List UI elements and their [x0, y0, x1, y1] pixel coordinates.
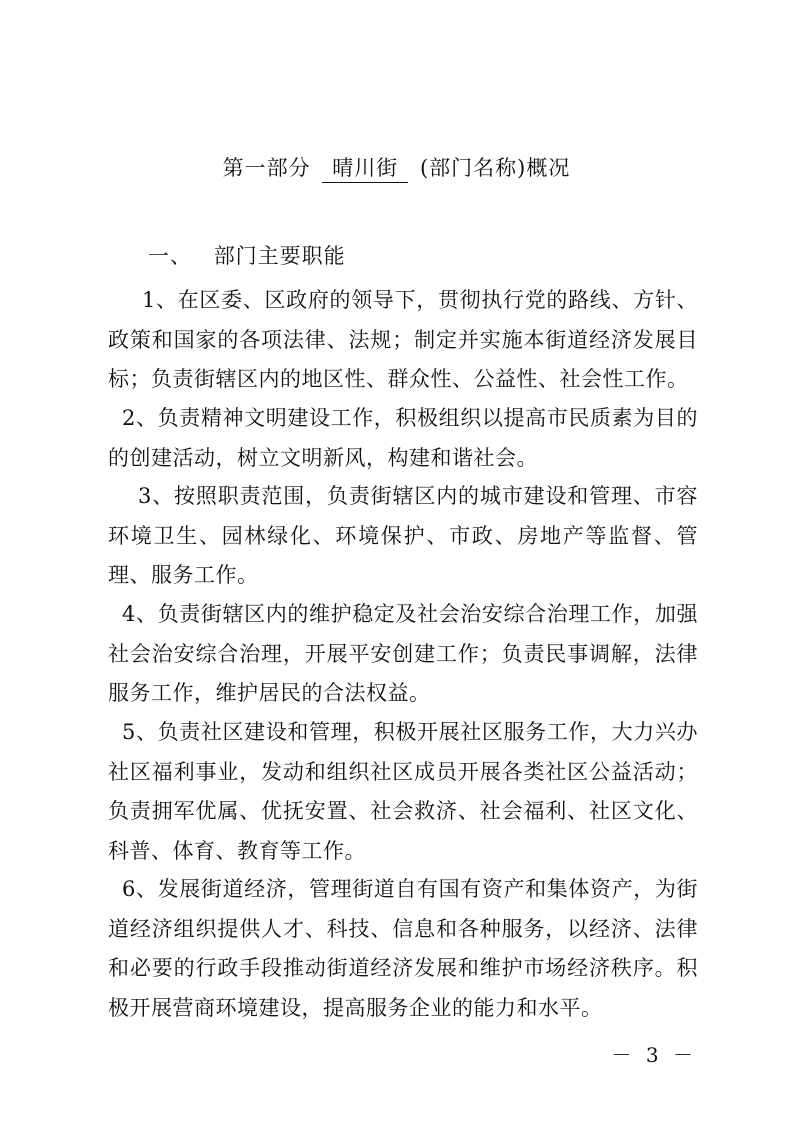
title-prefix: 第一部分 [222, 156, 311, 180]
duty-paragraph: 2、负责精神文明建设工作，积极组织以提高市民质素为目的的创建活动，树立文明新风，构建和谐社会。 [108, 406, 698, 470]
section-title: 部门主要职能 [213, 244, 346, 268]
title-suffix: (部门名称)概况 [419, 156, 571, 180]
duty-paragraph: 4、负责街辖区内的维护稳定及社会治安综合治理工作，加强社会治安综合治理，开展平安创建工作；负责民事调解，法律服务工作，维护居民的合法权益。 [108, 602, 698, 705]
duty-paragraph-6-block [108, 870, 698, 1028]
department-name: 晴川街 [322, 157, 408, 183]
duty-paragraph: 6、发展街道经济，管理街道自有国有资产和集体资产，为街道经济组织提供人才、科技、信息和各种服务，以经济、法律和必要的行政手段推动街道经济发展和维护市场经济秩序。积极开展营商环境建设，提高服务企业的能力和水平。 [108, 877, 698, 1020]
section-heading [148, 240, 346, 270]
page-title [0, 152, 793, 183]
section-number: 一、 [148, 244, 192, 268]
duty-paragraph-1-block [108, 281, 698, 400]
duty-paragraph: 5、负责社区建设和管理，积极开展社区服务工作，大力兴办社区福利事业，发动和组织社区成员开展各类社区公益活动；负责拥军优属、优抚安置、社会救济、社会福利、社区文化、科普、体育、教育等工作。 [108, 720, 698, 863]
duty-paragraph-4-block [108, 595, 698, 714]
duty-paragraph: 3、按照职责范围，负责街辖区内的城市建设和管理、市容环境卫生、园林绿化、环境保护、市政、房地产等监督、管理、服务工作。 [108, 484, 698, 587]
page-number: － 3 － [611, 1043, 697, 1067]
duty-paragraph: 1、在区委、区政府的领导下，贯彻执行党的路线、方针、政策和国家的各项法律、法规；制定并实施本街道经济发展目标；负责街辖区内的地区性、群众性、公益性、社会性工作。 [108, 288, 698, 391]
duty-paragraph-2-block [108, 399, 698, 478]
duty-paragraph-3-block [108, 477, 698, 596]
duty-paragraph-5-block [108, 713, 698, 871]
